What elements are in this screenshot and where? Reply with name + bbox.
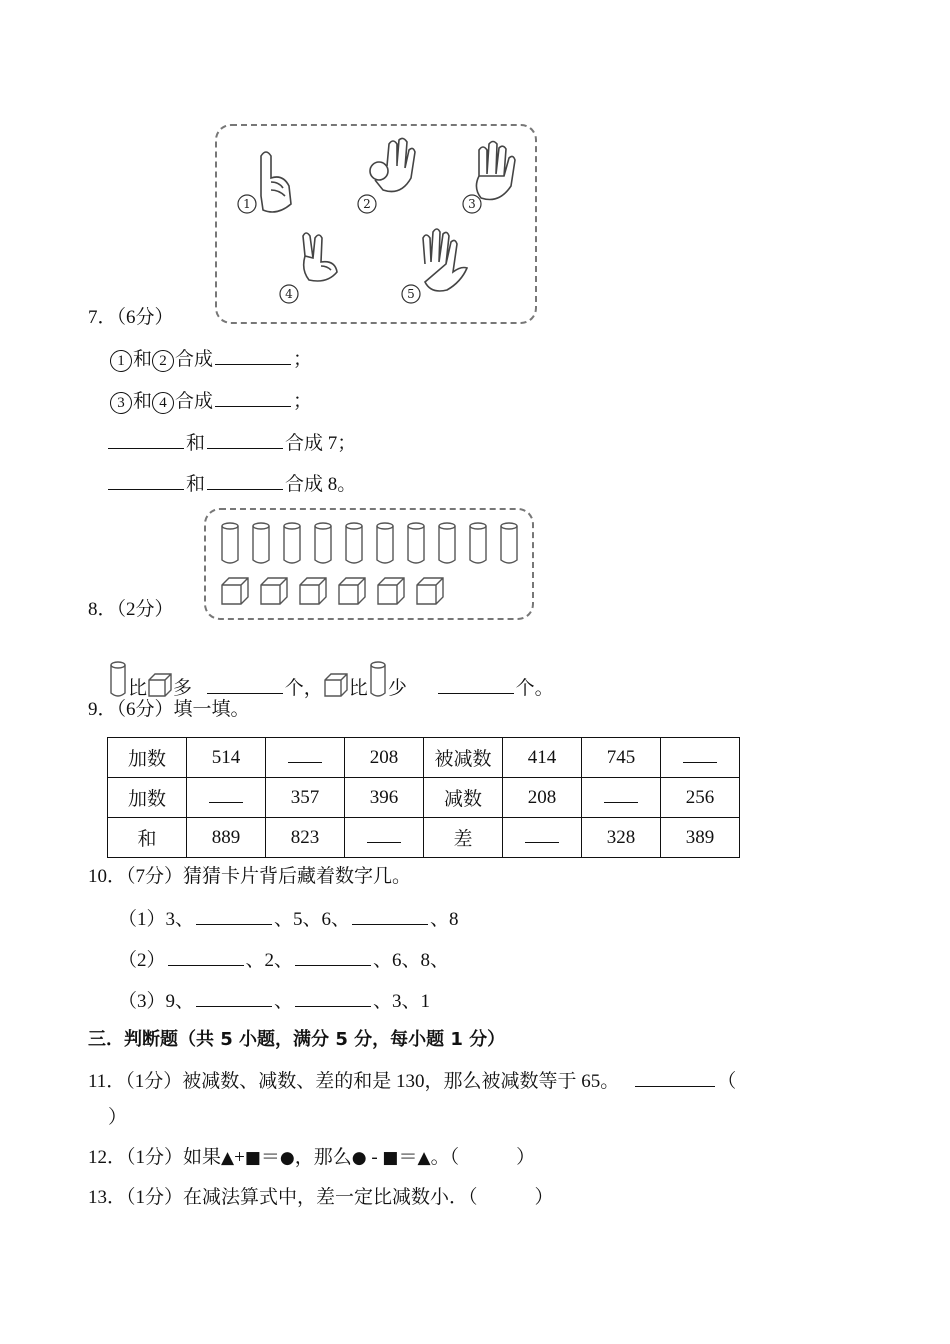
q11-paren-close: ） <box>108 1107 128 1128</box>
q9-label: 9．（6分）填一填。 <box>88 699 250 720</box>
section-3-title: 三．判断题（共 5 小题，满分 5 分，每小题 1 分） <box>88 1029 506 1050</box>
q10-1-blank-2[interactable] <box>352 906 428 925</box>
hands-picture-frame <box>215 124 537 324</box>
table-cell: 357 <box>266 778 345 818</box>
q7-answer-blank-3[interactable] <box>108 430 184 449</box>
q7-answer-blank-4[interactable] <box>207 430 283 449</box>
hands-illustration <box>217 126 535 322</box>
table-cell: 745 <box>582 738 661 778</box>
cube-icon <box>417 578 443 604</box>
q13[interactable]: 13．（1分）在减法算式中，差一定比减数小．（ ） <box>88 1187 554 1208</box>
table-row <box>108 778 740 818</box>
cube-icon <box>378 578 404 604</box>
table-cell: 和 <box>108 818 187 858</box>
cube-icon <box>147 672 173 698</box>
q8-sentence: 比 多 个， 比 少 个。 <box>108 660 554 690</box>
answer-blank[interactable] <box>209 788 243 803</box>
table-row <box>108 818 740 858</box>
cylinder-icon <box>470 523 486 563</box>
hand-five-fingers-icon <box>423 229 467 291</box>
cylinder-icon <box>222 523 238 563</box>
circle-icon: ● <box>351 1148 367 1168</box>
hand-ok-sign-icon <box>370 138 415 191</box>
answer-blank[interactable] <box>604 788 638 803</box>
table-cell: 208 <box>503 778 582 818</box>
q7-line1-b: 2 <box>152 350 174 372</box>
table-cell[interactable] <box>187 778 266 818</box>
hand-label-4: 4 <box>285 287 293 301</box>
triangle-icon: ▲ <box>221 1148 235 1168</box>
square-icon: ■ <box>382 1148 399 1168</box>
table-row <box>108 738 740 778</box>
q10-2-blank-2[interactable] <box>295 947 371 966</box>
cylinder-icon <box>346 523 362 563</box>
table-cell: 减数 <box>424 778 503 818</box>
table-cell: 加数 <box>108 778 187 818</box>
q7-answer-blank-5[interactable] <box>108 471 184 490</box>
hand-four-fingers-icon <box>476 142 515 200</box>
q11-answer-blank[interactable] <box>635 1068 715 1087</box>
hand-one-finger-icon <box>261 152 291 212</box>
cube-icon <box>261 578 287 604</box>
q7-answer-blank-2[interactable] <box>215 388 291 407</box>
hand-label-3: 3 <box>468 197 476 211</box>
circle-icon: ● <box>279 1148 295 1168</box>
square-icon: ■ <box>244 1148 261 1168</box>
q10-3-blank-1[interactable] <box>196 988 272 1007</box>
cylinder-icon <box>501 523 517 563</box>
cylinders-cubes-frame <box>204 508 534 620</box>
q8-answer-blank-2[interactable] <box>438 675 514 694</box>
cylinder-icon <box>315 523 331 563</box>
q10-item-2: （2） 、2、 、6、8、 <box>118 947 449 973</box>
q7-line-2: 3 和 4 合成 ； <box>110 388 312 414</box>
table-cell[interactable] <box>503 818 582 858</box>
answer-blank[interactable] <box>367 828 401 843</box>
cube-icon <box>339 578 365 604</box>
q12[interactable]: 12．（1分）如果▲+■＝●，那么● - ■＝▲。（ ） <box>88 1147 536 1168</box>
table-cell: 396 <box>345 778 424 818</box>
cylinder-icon <box>253 523 269 563</box>
cylinder-icon <box>284 523 300 563</box>
q7-line-3: 和 合成 7； <box>108 430 356 456</box>
cube-icon <box>300 578 326 604</box>
q10-1-blank-1[interactable] <box>196 906 272 925</box>
q7-line2-b: 4 <box>152 392 174 414</box>
q10-item-3: （3）9、 、 、3、1 <box>118 988 430 1014</box>
answer-blank[interactable] <box>683 748 717 763</box>
cylinder-icon <box>408 523 424 563</box>
q8-answer-blank-1[interactable] <box>207 675 283 694</box>
cylinders-cubes-illustration <box>206 510 532 618</box>
hand-two-fingers-icon <box>303 233 337 281</box>
hand-label-1: 1 <box>243 197 251 211</box>
q7-line2-a: 3 <box>110 392 132 414</box>
table-cell: 328 <box>582 818 661 858</box>
hand-label-2: 2 <box>363 197 371 211</box>
q7-line-1: 1 和 2 合成 ； <box>110 346 312 372</box>
q11: 11．（1分）被减数、减数、差的和是 130，那么被减数等于 65。 （ <box>88 1068 736 1094</box>
table-cell: 823 <box>266 818 345 858</box>
q7-answer-blank-1[interactable] <box>215 346 291 365</box>
table-cell: 389 <box>661 818 740 858</box>
q7-line1-a: 1 <box>110 350 132 372</box>
answer-blank[interactable] <box>525 828 559 843</box>
q7-answer-blank-6[interactable] <box>207 471 283 490</box>
hand-label-5: 5 <box>407 287 415 301</box>
cube-icon <box>222 578 248 604</box>
table-cell[interactable] <box>345 818 424 858</box>
q7-line-4: 和 合成 8。 <box>108 471 356 497</box>
q8-label: 8．（2分） <box>88 599 174 620</box>
q9-calc-table <box>107 737 740 858</box>
q10-3-blank-2[interactable] <box>295 988 371 1007</box>
q10-2-blank-1[interactable] <box>168 947 244 966</box>
table-cell: 差 <box>424 818 503 858</box>
triangle-icon: ▲ <box>417 1148 431 1168</box>
cube-icon <box>323 672 349 698</box>
table-cell: 被减数 <box>424 738 503 778</box>
table-cell: 256 <box>661 778 740 818</box>
table-cell: 加数 <box>108 738 187 778</box>
q7-label: 7．（6分） <box>88 307 174 328</box>
table-cell: 514 <box>187 738 266 778</box>
table-cell: 414 <box>503 738 582 778</box>
q10-label: 10．（7分）猜猜卡片背后藏着数字几。 <box>88 866 412 887</box>
table-cell[interactable] <box>582 778 661 818</box>
answer-blank[interactable] <box>288 748 322 763</box>
cylinder-icon <box>377 523 393 563</box>
cylinder-icon <box>368 660 388 700</box>
table-cell: 208 <box>345 738 424 778</box>
cylinder-icon <box>439 523 455 563</box>
table-cell[interactable] <box>266 738 345 778</box>
cylinder-icon <box>108 660 128 700</box>
table-cell: 889 <box>187 818 266 858</box>
table-cell[interactable] <box>661 738 740 778</box>
q10-item-1: （1）3、 、5、6、 、8 <box>118 906 459 932</box>
